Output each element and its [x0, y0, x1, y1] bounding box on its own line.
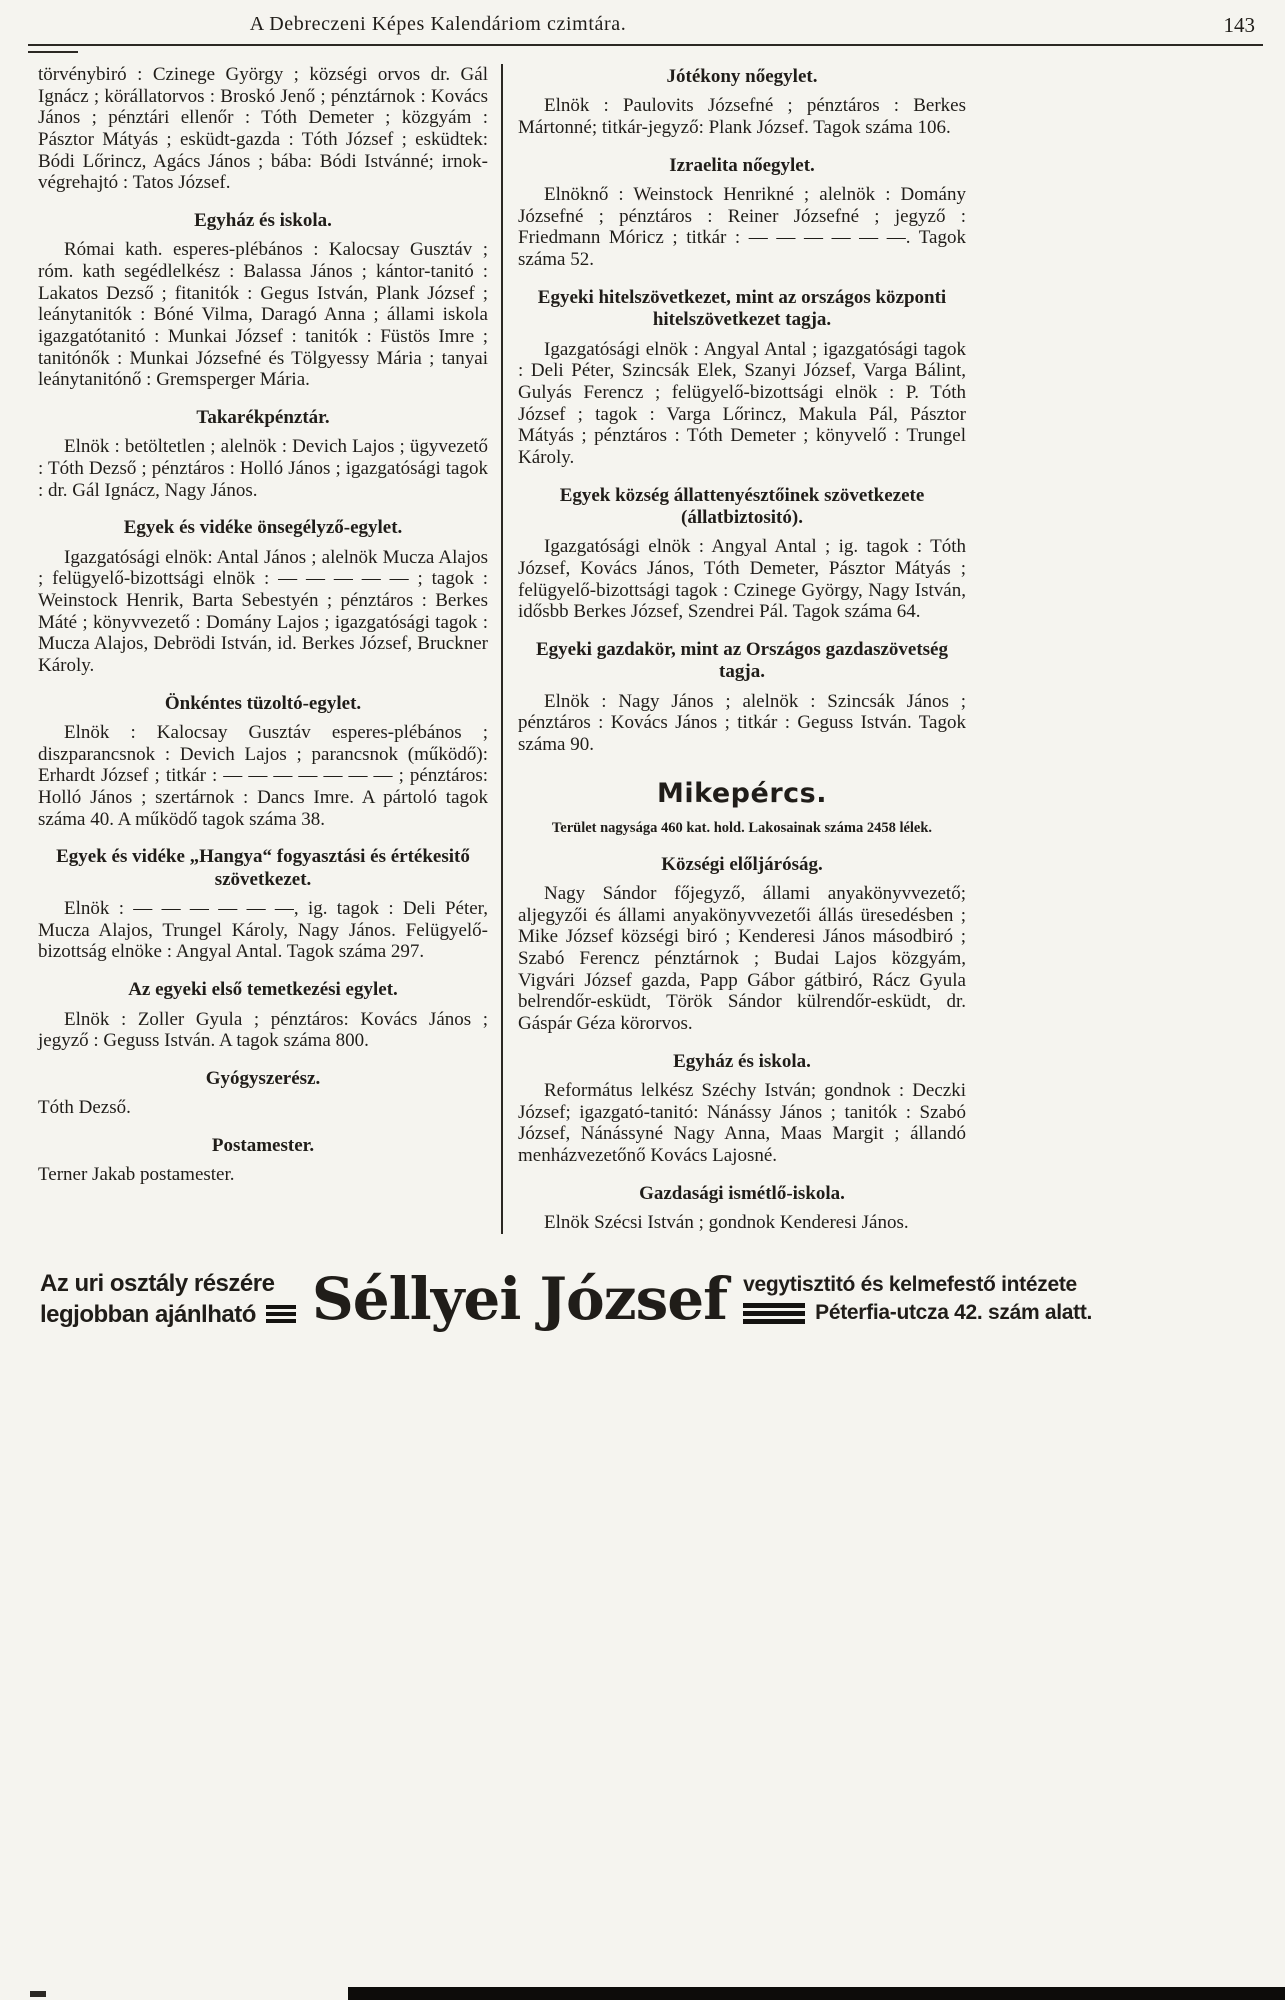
section-body: Elnök : Zoller Gyula ; pénztáros: Kovács János ; jegyző : Geguss István. A tagok száma 800.	[38, 1008, 488, 1052]
running-head	[0, 0, 1285, 48]
scan-bottom-mark	[30, 1991, 46, 1997]
section-heading: Községi előljáróság.	[661, 853, 823, 875]
section-body: Nagy Sándor főjegyző, állami anyakönyvvezető; aljegyzői és állami anyakönyvvezetői állás üresedésben ; Mike József községi biró ; Kenderesi János másodbiró ; Szabó Ferencz pénztárnok ; Budai Lajos közgyám, Vigvári József gazda, Papp Gábor gátbiró, Rácz Gyula belrendőr-esküdt, Török Sándor külrendőr-esküdt, dr. Gáspár Géza körorvos.	[518, 882, 966, 1034]
running-head-title: A Debreczeni Képes Kalendáriom czimtára.	[249, 13, 627, 35]
page-number: 143	[1223, 13, 1255, 37]
section-body: Elnök Szécsi István ; gondnok Kenderesi János.	[544, 1212, 909, 1233]
section-body: Elnök : Paulovits Józsefné ; pénztáros : Berkes Mártonné; titkár-jegyző: Plank József. Tagok száma 106.	[518, 95, 966, 139]
ad-left-line1: Az uri osztály részére	[40, 1269, 275, 1297]
section-heading: Egyeki hitelszövetkezet, mint az országos központi hitelszövetkezet tagja.	[537, 286, 947, 331]
section-body: Terner Jakab postamester.	[38, 1164, 235, 1186]
section-body: Elnök : Nagy János ; alelnök : Szincsák János ; pénztáros : Kovács János ; titkár : Geguss István. Tagok száma 90.	[518, 690, 966, 756]
section-body: Igazgatósági elnök : Angyal Antal ; igazgatósági tagok : Deli Péter, Szincsák Elek, Szanyi József, Varga Bálint, Gulyás Ferencz ; felügyelő-bizottsági elnök : P. Tóth József ; tagok : Varga Lőrincz, Makula Pál, Pásztor Mátyás ; pénztáros : Tóth Demeter ; könyvelő : Trungel Károly.	[518, 338, 966, 468]
ad-left-line2: legjobban ajánlható	[40, 1300, 256, 1328]
section-body: Elnök : — — — — — —, ig. tagok : Deli Péter, Mucza Alajos, Trungel Károly, Nagy János. Felügyelő-bizottság elnöke : Angyal Antal. Tagok száma 297.	[38, 898, 488, 963]
section-body: Elnök : Kalocsay Gusztáv esperes-plébános ; diszparancsnok : Devich Lajos ; parancsnok (működő): Erhardt József ; titkár : — — — — — — — ; pénztáros: Holló János ; szertárnok : Dancs Imre. A pártoló tagok száma 40. A működő tagok száma 38.	[38, 722, 488, 830]
section-body: Elnök : betöltetlen ; alelnök : Devich Lajos ; ügyvezető : Tóth Dezső ; pénztáros : Holló János ; igazgatósági tagok : dr. Gál Ignácz, Nagy János.	[38, 436, 488, 501]
header-rule-dash	[28, 51, 78, 53]
ad-right-line2: Péterfia-utcza 42. szám alatt.	[815, 1300, 1093, 1324]
ad-left-text	[40, 1268, 296, 1330]
triple-bar-icon	[266, 1302, 296, 1326]
advertisement	[40, 1264, 1265, 1333]
header-rule	[28, 44, 1263, 46]
section-heading: Az egyeki első temetkezési egylet.	[128, 979, 398, 1001]
section-heading: Egyek község állattenyésztőinek szövetkezete (állatbiztositó).	[559, 484, 925, 528]
section-heading: Izraelita nőegylet.	[669, 154, 815, 176]
section-heading: Önkéntes tüzoltó-egylet.	[164, 692, 362, 714]
section-heading: Jótékony nőegylet.	[666, 66, 818, 87]
section-body: Igazgatósági elnök : Angyal Antal ; ig. tagok : Tóth József, Kovács János, Tóth Demeter, Pásztor Mátyás ; felügyelő-bizottsági tagok : Czinege György, Nagy István, idősbb Berkes József, Szendrei Pál. Tagok száma 64.	[518, 536, 966, 623]
section-heading: Egyek és vidéke „Hangya“ fogyasztási és értékesitő szövetkezet.	[56, 846, 470, 890]
section-body: Református lelkész Széchy István; gondnok : Deczki József; igazgató-tanitó: Nánássy János ; tanitók : Szabó József, Nánássyné Nagy Anna, Maas Margit ; állandó menházvezetőnő Kovács Lajosné.	[518, 1079, 966, 1166]
section-heading: Postamester.	[211, 1134, 315, 1156]
town-stats: Terület nagysága 460 kat. hold. Lakosainak száma 2458 lélek.	[551, 819, 933, 836]
ad-business-name: Séllyei József	[311, 1264, 728, 1333]
section-heading: Egyek és vidéke önsegélyző-egylet.	[123, 517, 403, 539]
section-body: Igazgatósági elnök: Antal János ; alelnök Mucza Alajos ; felügyelő-bizottsági elnök : — — — — — ; tagok : Weinstock Henrik, Barta Sebestyén ; pénztáros : Berkes Máté ; könyvvezető : Domány Lajos ; igazgatósági tagok : Mucza Alajos, Debrödi István, id. Berkes József, Bruckner Károly.	[38, 546, 488, 676]
triple-bar-icon	[743, 1300, 805, 1327]
section-heading: Gyógyszerész.	[205, 1067, 321, 1089]
ad-right-line1: vegytisztitó és kelmefestő intézete	[743, 1272, 1077, 1296]
section-body: Tóth Dezső.	[38, 1097, 131, 1119]
scan-bottom-bar	[348, 1987, 1285, 2000]
town-heading: Mikepércs.	[657, 777, 827, 809]
right-column	[503, 64, 966, 1234]
left-column	[38, 64, 501, 1234]
section-body: Elnöknő : Weinstock Henrikné ; alelnök : Domány Józsefné ; pénztáros : Reiner Józsefné ; jegyző : Friedmann Móricz ; titkár : — — — — — —. Tagok száma 52.	[518, 184, 966, 271]
ad-right-text	[743, 1271, 1092, 1328]
section-body: Római kath. esperes-plébános : Kalocsay Gusztáv ; róm. kath segédlelkész : Balassa János ; kántor-tanitó : Lakatos Dezső ; fitanitók : Gegus István, Plank József ; leánytanitók : Bóné Vilma, Daragó Anna ; állami iskola igazgatótanitó : Munkai József : tanitók : Füstös Imre ; tanitónők : Munkai Józsefné és Tölgyessy Mária ; tanyai leánytanitónő : Gremsperger Mária.	[38, 239, 488, 391]
section-body: törvénybiró : Czinege György ; községi orvos dr. Gál Ignácz ; körállatorvos : Broskó Jenő ; pénztárnok : Kovács János ; pénztári ellenőr : Tóth Demeter ; közgyám : Pásztor Mátyás ; esküdt-gazda : Tóth József ; esküdtek: Bódi Lőrincz, Agács János ; bába: Bódi Istvánné; irnok-végrehajtó : Tatos József.	[38, 64, 488, 194]
section-heading: Egyeki gazdakör, mint az Országos gazdaszövetség tagja.	[536, 638, 948, 683]
section-heading: Takarékpénztár.	[196, 406, 330, 428]
section-heading: Egyház és iskola.	[673, 1050, 811, 1072]
section-heading: Gazdasági ismétlő-iskola.	[639, 1182, 845, 1204]
section-heading: Egyház és iskola.	[194, 209, 332, 231]
text-columns	[38, 64, 990, 1234]
